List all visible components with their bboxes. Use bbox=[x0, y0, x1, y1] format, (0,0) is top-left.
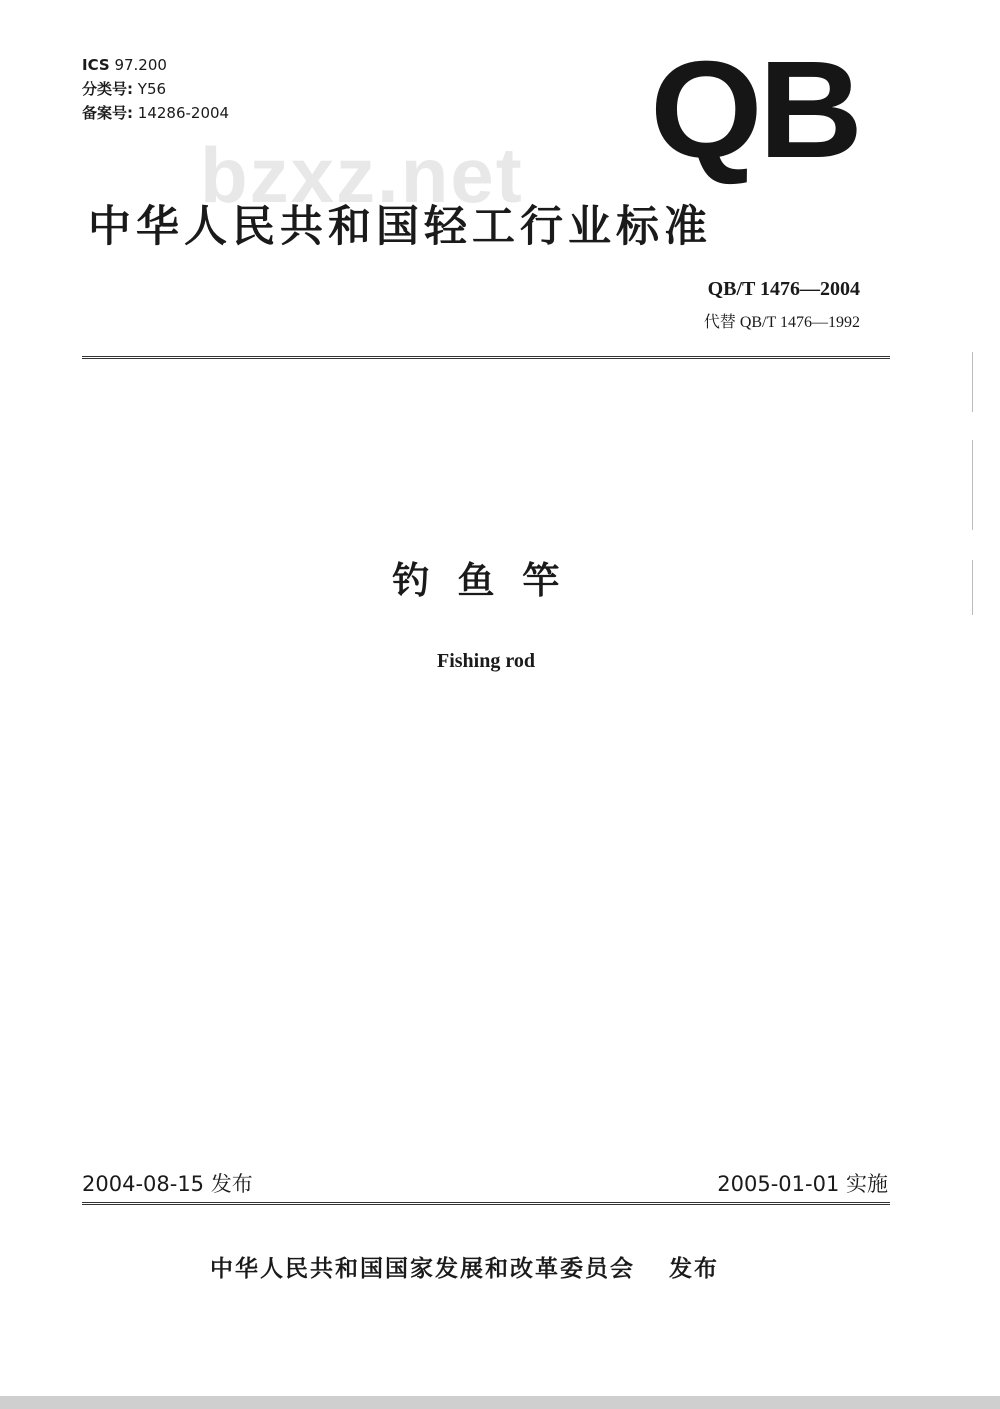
scan-margin-mark bbox=[972, 440, 973, 530]
class-line bbox=[82, 77, 229, 101]
record-label: 备案号: bbox=[82, 104, 133, 122]
scan-margin-mark bbox=[972, 560, 973, 615]
standard-number: QB/T 1476—2004 bbox=[707, 278, 860, 300]
implementation-date: 2005-01-01 实施 bbox=[717, 1172, 888, 1196]
qb-logo: QB bbox=[650, 33, 859, 187]
top-divider bbox=[82, 356, 890, 359]
class-value: Y56 bbox=[137, 80, 167, 98]
record-value: 14286-2004 bbox=[137, 104, 230, 122]
ics-label: ICS bbox=[82, 56, 110, 74]
scan-margin-mark bbox=[972, 352, 973, 412]
classification-block bbox=[82, 53, 229, 125]
bottom-divider bbox=[82, 1202, 890, 1205]
ics-line bbox=[82, 53, 229, 77]
issuer-name: 中华人民共和国国家发展和改革委员会 bbox=[210, 1256, 635, 1282]
issuing-authority bbox=[210, 1250, 719, 1283]
scan-bottom-edge bbox=[0, 1396, 1000, 1409]
ics-value: 97.200 bbox=[114, 56, 167, 74]
watermark: bzxz.net bbox=[200, 131, 524, 219]
document-title-chinese: 钓鱼竿 bbox=[392, 559, 588, 602]
standard-title: 中华人民共和国轻工行业标准 bbox=[88, 202, 712, 252]
record-line bbox=[82, 101, 229, 125]
issuer-action: 发布 bbox=[669, 1256, 719, 1282]
replaces-standard: 代替 QB/T 1476—1992 bbox=[703, 314, 860, 331]
document-title-english: Fishing rod bbox=[437, 650, 535, 672]
class-label: 分类号: bbox=[82, 80, 133, 98]
issue-date: 2004-08-15 发布 bbox=[82, 1172, 253, 1196]
